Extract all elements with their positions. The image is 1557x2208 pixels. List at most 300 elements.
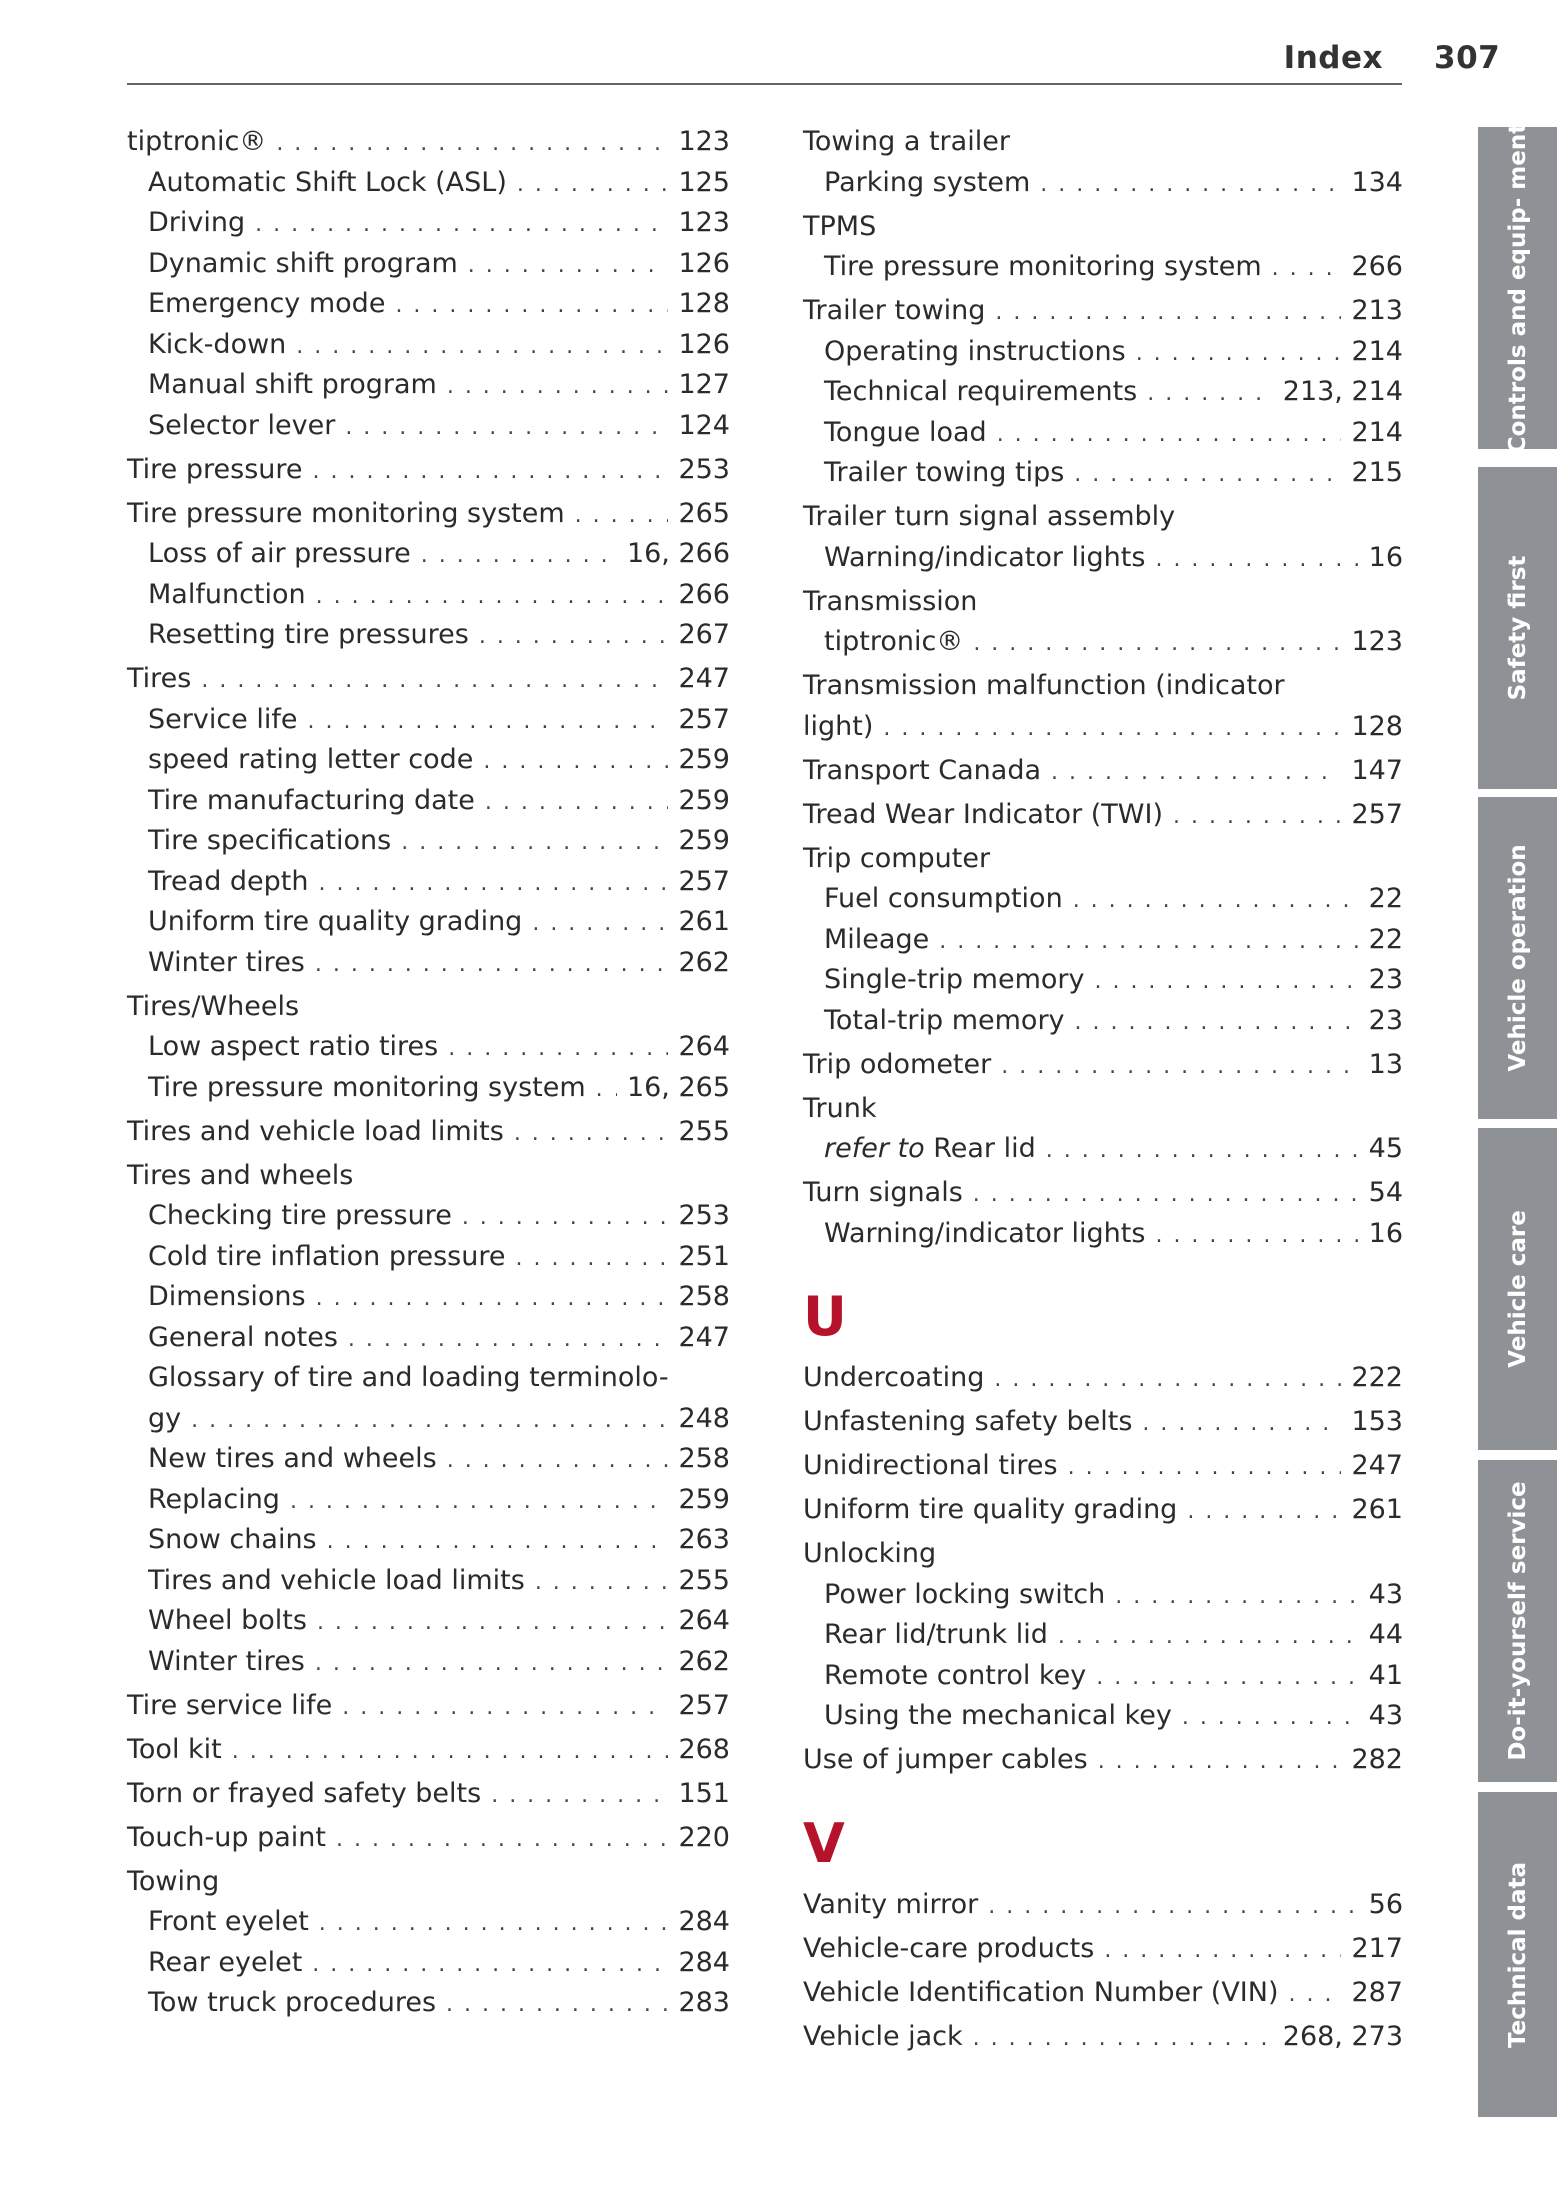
entry-term: Trip computer bbox=[803, 842, 991, 874]
dot-leader bbox=[315, 1644, 669, 1685]
section-tab-label: Vehicle operation bbox=[1504, 844, 1531, 1072]
entry-term: Kick-down bbox=[148, 328, 287, 360]
entry-term: Use of jumper cables bbox=[803, 1744, 1088, 1775]
page-reference: 217 bbox=[1351, 1932, 1403, 1964]
index-entry bbox=[803, 1446, 1403, 1487]
page-reference: 261 bbox=[678, 906, 730, 937]
dot-leader bbox=[483, 742, 668, 783]
entry-term: Total-trip memory bbox=[824, 1004, 1065, 1036]
entry-term: Tires and vehicle load limits bbox=[148, 1564, 525, 1596]
page-reference: 123 bbox=[678, 126, 730, 157]
page-reference: 128 bbox=[678, 288, 730, 319]
entry-term: Front eyelet bbox=[148, 1906, 309, 1937]
letter-heading-u: U bbox=[803, 1285, 847, 1348]
entry-term: Unlocking bbox=[803, 1538, 937, 1569]
entry-term: Transmission bbox=[803, 585, 978, 617]
page-reference: 23 bbox=[1368, 1004, 1403, 1036]
page-reference: 268 bbox=[678, 1733, 730, 1765]
page-reference: 45 bbox=[1368, 1133, 1403, 1164]
entry-term: Snow chains bbox=[148, 1524, 317, 1555]
index-subentry bbox=[803, 960, 1403, 1001]
dot-leader bbox=[1075, 1003, 1359, 1044]
dot-leader bbox=[316, 577, 669, 618]
section-tab-5[interactable] bbox=[1478, 1792, 1557, 2117]
dot-leader bbox=[1155, 1216, 1358, 1257]
entry-term: Emergency mode bbox=[148, 288, 386, 319]
index-entry bbox=[803, 707, 1403, 748]
page-reference: 257 bbox=[1351, 798, 1403, 830]
entry-term: Remote control key bbox=[824, 1659, 1087, 1691]
entry-term: Loss of air pressure bbox=[148, 538, 411, 569]
page-reference: 127 bbox=[678, 369, 730, 400]
dot-leader bbox=[973, 2019, 1273, 2060]
entry-term: Uniform tire quality grading bbox=[803, 1494, 1178, 1525]
index-subentry bbox=[127, 534, 730, 575]
dot-leader bbox=[1182, 1698, 1359, 1739]
dot-leader bbox=[316, 1279, 669, 1320]
dot-leader bbox=[1046, 1131, 1359, 1172]
entry-term: Resetting tire pressures bbox=[148, 619, 469, 650]
entry-term: Tires and vehicle load limits bbox=[127, 1115, 504, 1147]
entry-term: Vehicle-care products bbox=[803, 1932, 1095, 1964]
index-subentry bbox=[803, 247, 1403, 288]
section-tab-4[interactable] bbox=[1478, 1460, 1557, 1782]
page-reference: 16 bbox=[1368, 1217, 1403, 1249]
dot-leader bbox=[1073, 881, 1359, 922]
dot-leader bbox=[514, 1114, 669, 1155]
page-reference: 247 bbox=[678, 663, 730, 694]
page-number: 307 bbox=[1434, 40, 1501, 76]
dot-leader bbox=[232, 1732, 669, 1773]
cross-reference-target: Rear lid bbox=[933, 1133, 1036, 1164]
dot-leader bbox=[191, 1401, 668, 1442]
entry-term: Trailer towing bbox=[803, 295, 986, 326]
dot-leader bbox=[517, 165, 669, 206]
section-title: Index bbox=[1283, 40, 1383, 76]
dot-leader bbox=[1074, 455, 1341, 496]
index-subentry bbox=[803, 372, 1403, 413]
dot-leader bbox=[596, 1070, 617, 1111]
index-entry bbox=[803, 751, 1403, 792]
index-subentry bbox=[127, 1237, 730, 1278]
entry-term: Driving bbox=[148, 207, 246, 238]
page-reference: 255 bbox=[678, 1115, 730, 1147]
entry-term: Trailer towing tips bbox=[824, 457, 1065, 488]
page-reference: 126 bbox=[678, 328, 730, 360]
entry-term: Undercoating bbox=[803, 1362, 985, 1393]
page-reference: 153 bbox=[1351, 1406, 1403, 1437]
page-reference: 263 bbox=[678, 1524, 730, 1555]
page-reference: 248 bbox=[678, 1402, 730, 1434]
dot-leader bbox=[1051, 753, 1341, 794]
header-rule bbox=[127, 83, 1402, 85]
index-entry bbox=[803, 2017, 1403, 2058]
index-subentry bbox=[803, 332, 1403, 373]
page-reference: 284 bbox=[678, 1906, 730, 1937]
dot-leader bbox=[1040, 165, 1341, 206]
index-subentry bbox=[127, 1480, 730, 1521]
dot-leader bbox=[395, 286, 668, 327]
dot-leader bbox=[1136, 334, 1342, 375]
index-subentry bbox=[127, 1520, 730, 1561]
page-reference: 134 bbox=[1351, 166, 1403, 198]
entry-term: Glossary of tire and loading terminolo- bbox=[148, 1362, 669, 1393]
dot-leader bbox=[1104, 1931, 1341, 1972]
dot-leader bbox=[447, 1441, 669, 1482]
entry-term: Single-trip memory bbox=[824, 964, 1085, 995]
dot-leader bbox=[1187, 1492, 1341, 1533]
dot-leader bbox=[997, 415, 1342, 456]
index-subentry bbox=[127, 1358, 730, 1399]
entry-term: Towing a trailer bbox=[803, 126, 1010, 157]
index-entry bbox=[127, 1156, 730, 1197]
index-entry bbox=[127, 1774, 730, 1815]
dot-leader bbox=[1147, 374, 1273, 415]
index-subentry bbox=[127, 1196, 730, 1237]
entry-term: Trip odometer bbox=[803, 1048, 992, 1080]
section-tab-label: Do-it-yourself service bbox=[1504, 1481, 1531, 1761]
index-subentry bbox=[127, 1642, 730, 1683]
entry-term: Winter tires bbox=[148, 946, 305, 978]
dot-leader bbox=[479, 617, 669, 658]
dot-leader bbox=[296, 327, 668, 368]
index-subentry bbox=[803, 413, 1403, 454]
page-reference: 268, 273 bbox=[1282, 2020, 1403, 2052]
index-entry bbox=[803, 1490, 1403, 1531]
dot-leader bbox=[1094, 962, 1358, 1003]
page-reference: 16, 266 bbox=[626, 538, 730, 569]
index-entry bbox=[127, 1862, 730, 1903]
page-reference: 44 bbox=[1368, 1619, 1403, 1650]
page-reference: 258 bbox=[678, 1443, 730, 1474]
index-entry bbox=[803, 1885, 1403, 1926]
page-reference: 16, 265 bbox=[626, 1071, 730, 1103]
dot-leader bbox=[1068, 1448, 1342, 1489]
entry-term: Tongue load bbox=[824, 416, 987, 448]
page-reference: 264 bbox=[678, 1605, 730, 1636]
index-entry bbox=[127, 1730, 730, 1771]
page-reference: 54 bbox=[1368, 1177, 1403, 1208]
section-tab-3[interactable] bbox=[1478, 1128, 1557, 1450]
index-subentry bbox=[127, 1439, 730, 1480]
section-tab-label: Technical data bbox=[1504, 1861, 1531, 2048]
dot-leader bbox=[532, 904, 668, 945]
entry-term: Selector lever bbox=[148, 409, 336, 441]
dot-leader bbox=[1058, 1617, 1359, 1658]
page-reference: 151 bbox=[678, 1777, 730, 1809]
index-subentry bbox=[127, 821, 730, 862]
index-subentry bbox=[127, 163, 730, 204]
section-tab-1[interactable] bbox=[1478, 467, 1557, 789]
index-subentry bbox=[127, 284, 730, 325]
dot-leader bbox=[319, 864, 669, 905]
entry-term: Tires and wheels bbox=[127, 1159, 354, 1191]
page-reference: 213 bbox=[1351, 295, 1403, 326]
page-reference: 253 bbox=[678, 453, 730, 485]
entry-term: Rear eyelet bbox=[148, 1946, 303, 1978]
dot-leader bbox=[995, 293, 1341, 334]
dot-leader bbox=[276, 124, 668, 165]
index-subentry bbox=[127, 1277, 730, 1318]
index-subentry bbox=[803, 453, 1403, 494]
entry-term: Tread Wear Indicator (TWI) bbox=[803, 798, 1163, 830]
letter-heading-v: V bbox=[803, 1811, 845, 1875]
entry-term: Fuel consumption bbox=[824, 883, 1063, 914]
index-entry bbox=[803, 795, 1403, 836]
index-subentry bbox=[803, 622, 1403, 663]
page-reference: 41 bbox=[1368, 1659, 1403, 1691]
entry-term: Rear lid/trunk lid bbox=[824, 1619, 1048, 1650]
entry-term: Service life bbox=[148, 703, 298, 735]
index-entry bbox=[803, 1534, 1403, 1575]
page-reference: 220 bbox=[678, 1821, 730, 1853]
index-subentry bbox=[803, 1214, 1403, 1255]
index-entry bbox=[127, 494, 730, 535]
entry-term: Replacing bbox=[148, 1483, 280, 1515]
entry-term: Touch-up paint bbox=[127, 1821, 326, 1853]
index-entry bbox=[127, 1112, 730, 1153]
page-reference: 126 bbox=[678, 247, 730, 279]
index-subentry bbox=[803, 538, 1403, 579]
index-entry bbox=[127, 1818, 730, 1859]
page-reference: 265 bbox=[678, 497, 730, 529]
dot-leader bbox=[575, 496, 669, 537]
dot-leader bbox=[1173, 797, 1341, 838]
entry-term: Tire pressure monitoring system bbox=[824, 251, 1262, 282]
entry-term: Transport Canada bbox=[803, 754, 1042, 786]
dot-leader bbox=[446, 1985, 668, 2026]
section-tab-label: Safety first bbox=[1504, 555, 1531, 701]
index-subentry bbox=[127, 902, 730, 943]
page-reference: 257 bbox=[678, 703, 730, 735]
entry-term: Parking system bbox=[824, 166, 1031, 198]
page-reference: 259 bbox=[678, 784, 730, 816]
index-subentry bbox=[127, 1068, 730, 1109]
index-subentry bbox=[127, 575, 730, 616]
page-reference: 22 bbox=[1368, 883, 1403, 914]
entry-term: Unidirectional tires bbox=[803, 1450, 1058, 1481]
page-reference: 123 bbox=[1351, 626, 1403, 657]
page-reference: 128 bbox=[1351, 710, 1403, 742]
dot-leader bbox=[319, 1904, 669, 1945]
entry-term: Tires/Wheels bbox=[127, 990, 300, 1022]
index-subentry bbox=[127, 1601, 730, 1642]
dot-leader bbox=[491, 1776, 668, 1817]
section-tab-0[interactable] bbox=[1478, 122, 1557, 454]
page-reference: 23 bbox=[1368, 964, 1403, 995]
entry-term: Torn or frayed safety belts bbox=[127, 1777, 482, 1809]
dot-leader bbox=[485, 783, 669, 824]
entry-term: Vehicle jack bbox=[803, 2020, 963, 2052]
page-header bbox=[0, 38, 1557, 88]
index-entry bbox=[127, 122, 730, 163]
dot-leader bbox=[1272, 249, 1342, 290]
dot-leader bbox=[973, 1175, 1359, 1216]
entry-term: Tire pressure monitoring system bbox=[127, 497, 565, 529]
dot-leader bbox=[312, 1945, 668, 1986]
entry-term: Checking tire pressure bbox=[148, 1200, 452, 1231]
dot-leader bbox=[336, 1820, 668, 1861]
entry-term: Dimensions bbox=[148, 1281, 306, 1312]
page-reference: 258 bbox=[678, 1281, 730, 1312]
entry-term: Uniform tire quality grading bbox=[148, 906, 523, 937]
dot-leader bbox=[883, 709, 1341, 750]
page-reference: 222 bbox=[1351, 1362, 1403, 1393]
dot-leader bbox=[1155, 540, 1358, 581]
index-entry bbox=[127, 1686, 730, 1727]
dot-leader bbox=[468, 246, 669, 287]
index-entry bbox=[803, 582, 1403, 623]
index-entry bbox=[803, 207, 1403, 248]
entry-term: Unfastening safety belts bbox=[803, 1406, 1133, 1437]
entry-term: Operating instructions bbox=[824, 335, 1126, 367]
index-subentry bbox=[127, 365, 730, 406]
entry-term bbox=[803, 1129, 1046, 1170]
dot-leader bbox=[401, 823, 668, 864]
index-subentry bbox=[803, 163, 1403, 204]
entry-term: Cold tire inflation pressure bbox=[148, 1240, 506, 1272]
dot-leader bbox=[994, 1360, 1341, 1401]
index-column-right bbox=[803, 122, 1403, 2057]
entry-term: Vanity mirror bbox=[803, 1888, 979, 1920]
page-reference: 262 bbox=[678, 946, 730, 978]
entry-term: General notes bbox=[148, 1321, 338, 1353]
dot-leader bbox=[1289, 1975, 1342, 2016]
dot-leader bbox=[348, 1320, 669, 1361]
index-subentry bbox=[803, 1129, 1403, 1170]
index-subentry bbox=[127, 862, 730, 903]
entry-term: Wheel bolts bbox=[148, 1605, 307, 1636]
page-reference: 214 bbox=[1351, 335, 1403, 367]
page-reference: 267 bbox=[678, 619, 730, 650]
index-subentry bbox=[803, 1696, 1403, 1737]
dot-leader bbox=[973, 624, 1341, 665]
page-reference: 253 bbox=[678, 1200, 730, 1231]
index-subentry bbox=[127, 244, 730, 285]
index-entry bbox=[803, 122, 1403, 163]
entry-term: Manual shift program bbox=[148, 369, 437, 400]
index-subentry bbox=[127, 700, 730, 741]
page-reference: 13 bbox=[1368, 1048, 1403, 1080]
dot-leader bbox=[290, 1482, 669, 1523]
page-reference: 213, 214 bbox=[1282, 376, 1403, 407]
dot-leader bbox=[1096, 1658, 1358, 1699]
index-subentry bbox=[127, 406, 730, 447]
page-reference: 215 bbox=[1351, 457, 1403, 488]
dot-leader bbox=[1142, 1404, 1341, 1445]
index-entry bbox=[803, 497, 1403, 538]
index-subentry bbox=[127, 1399, 730, 1440]
entry-term: Tread depth bbox=[148, 865, 309, 897]
index-subentry bbox=[127, 203, 730, 244]
index-subentry bbox=[127, 1943, 730, 1984]
page-reference: 247 bbox=[1351, 1450, 1403, 1481]
index-subentry bbox=[127, 943, 730, 984]
index-subentry bbox=[803, 920, 1403, 961]
index-entry bbox=[803, 1740, 1403, 1781]
entry-term: Trailer turn signal assembly bbox=[803, 501, 1176, 532]
section-tab-label: Controls and equip- ment bbox=[1504, 122, 1531, 454]
dot-leader bbox=[448, 1029, 668, 1070]
page-reference: 261 bbox=[1351, 1494, 1403, 1525]
page-reference: 287 bbox=[1351, 1976, 1403, 2008]
entry-term: Power locking switch bbox=[824, 1578, 1106, 1610]
dot-leader bbox=[327, 1522, 669, 1563]
dot-leader bbox=[1115, 1577, 1358, 1618]
index-subentry bbox=[803, 1615, 1403, 1656]
index-subentry bbox=[127, 1561, 730, 1602]
dot-leader bbox=[1001, 1047, 1358, 1088]
index-subentry bbox=[127, 1983, 730, 2024]
index-entry bbox=[803, 1173, 1403, 1214]
entry-term: light) bbox=[803, 710, 874, 742]
dot-leader bbox=[515, 1239, 668, 1280]
entry-term: Malfunction bbox=[148, 578, 306, 610]
section-tab-2[interactable] bbox=[1478, 797, 1557, 1119]
entry-term: Warning/indicator lights bbox=[824, 541, 1146, 573]
page-reference: 124 bbox=[678, 409, 730, 441]
index-subentry bbox=[127, 325, 730, 366]
index-subentry bbox=[803, 1001, 1403, 1042]
entry-term: New tires and wheels bbox=[148, 1443, 437, 1474]
dot-leader bbox=[308, 702, 669, 743]
index-subentry bbox=[127, 615, 730, 656]
dot-leader bbox=[315, 945, 669, 986]
entry-term: Technical requirements bbox=[824, 376, 1138, 407]
entry-term: Automatic Shift Lock (ASL) bbox=[148, 166, 507, 198]
index-entry bbox=[803, 1973, 1403, 2014]
dot-leader bbox=[939, 922, 1358, 963]
entry-term: speed rating letter code bbox=[148, 744, 474, 775]
index-entry bbox=[803, 291, 1403, 332]
entry-term: Turn signals bbox=[803, 1177, 963, 1208]
section-tab-label: Vehicle care bbox=[1504, 1210, 1531, 1368]
cross-reference-prefix: refer to bbox=[824, 1133, 925, 1164]
entry-term: Tire service life bbox=[127, 1689, 333, 1721]
index-subentry bbox=[127, 781, 730, 822]
dot-leader bbox=[342, 1688, 668, 1729]
index-entry bbox=[803, 1402, 1403, 1443]
entry-term: Tire pressure monitoring system bbox=[148, 1071, 586, 1103]
page-reference: 251 bbox=[678, 1240, 730, 1272]
entry-term: gy bbox=[148, 1402, 182, 1434]
page-reference: 257 bbox=[678, 865, 730, 897]
page-reference: 262 bbox=[678, 1645, 730, 1677]
page-reference: 125 bbox=[678, 166, 730, 198]
index-subentry bbox=[803, 1656, 1403, 1697]
page-reference: 264 bbox=[678, 1031, 730, 1062]
index-entry bbox=[803, 1045, 1403, 1086]
index-subentry bbox=[127, 1902, 730, 1943]
entry-term: Dynamic shift program bbox=[148, 247, 458, 279]
page-reference: 266 bbox=[1351, 251, 1403, 282]
index-entry bbox=[127, 659, 730, 700]
dot-leader bbox=[317, 1603, 669, 1644]
dot-leader bbox=[1098, 1742, 1342, 1783]
page-reference: 43 bbox=[1368, 1578, 1403, 1610]
entry-term: Winter tires bbox=[148, 1645, 305, 1677]
entry-term: Using the mechanical key bbox=[824, 1700, 1172, 1731]
page-reference: 43 bbox=[1368, 1700, 1403, 1731]
page-reference: 255 bbox=[678, 1564, 730, 1596]
dot-leader bbox=[447, 367, 669, 408]
entry-term: Tow truck procedures bbox=[148, 1987, 437, 2018]
entry-term: Warning/indicator lights bbox=[824, 1217, 1146, 1249]
page-reference: 214 bbox=[1351, 416, 1403, 448]
index-subentry bbox=[803, 1575, 1403, 1616]
entry-term: Transmission malfunction (indicator bbox=[803, 670, 1285, 701]
entry-term: Tires bbox=[127, 663, 192, 694]
